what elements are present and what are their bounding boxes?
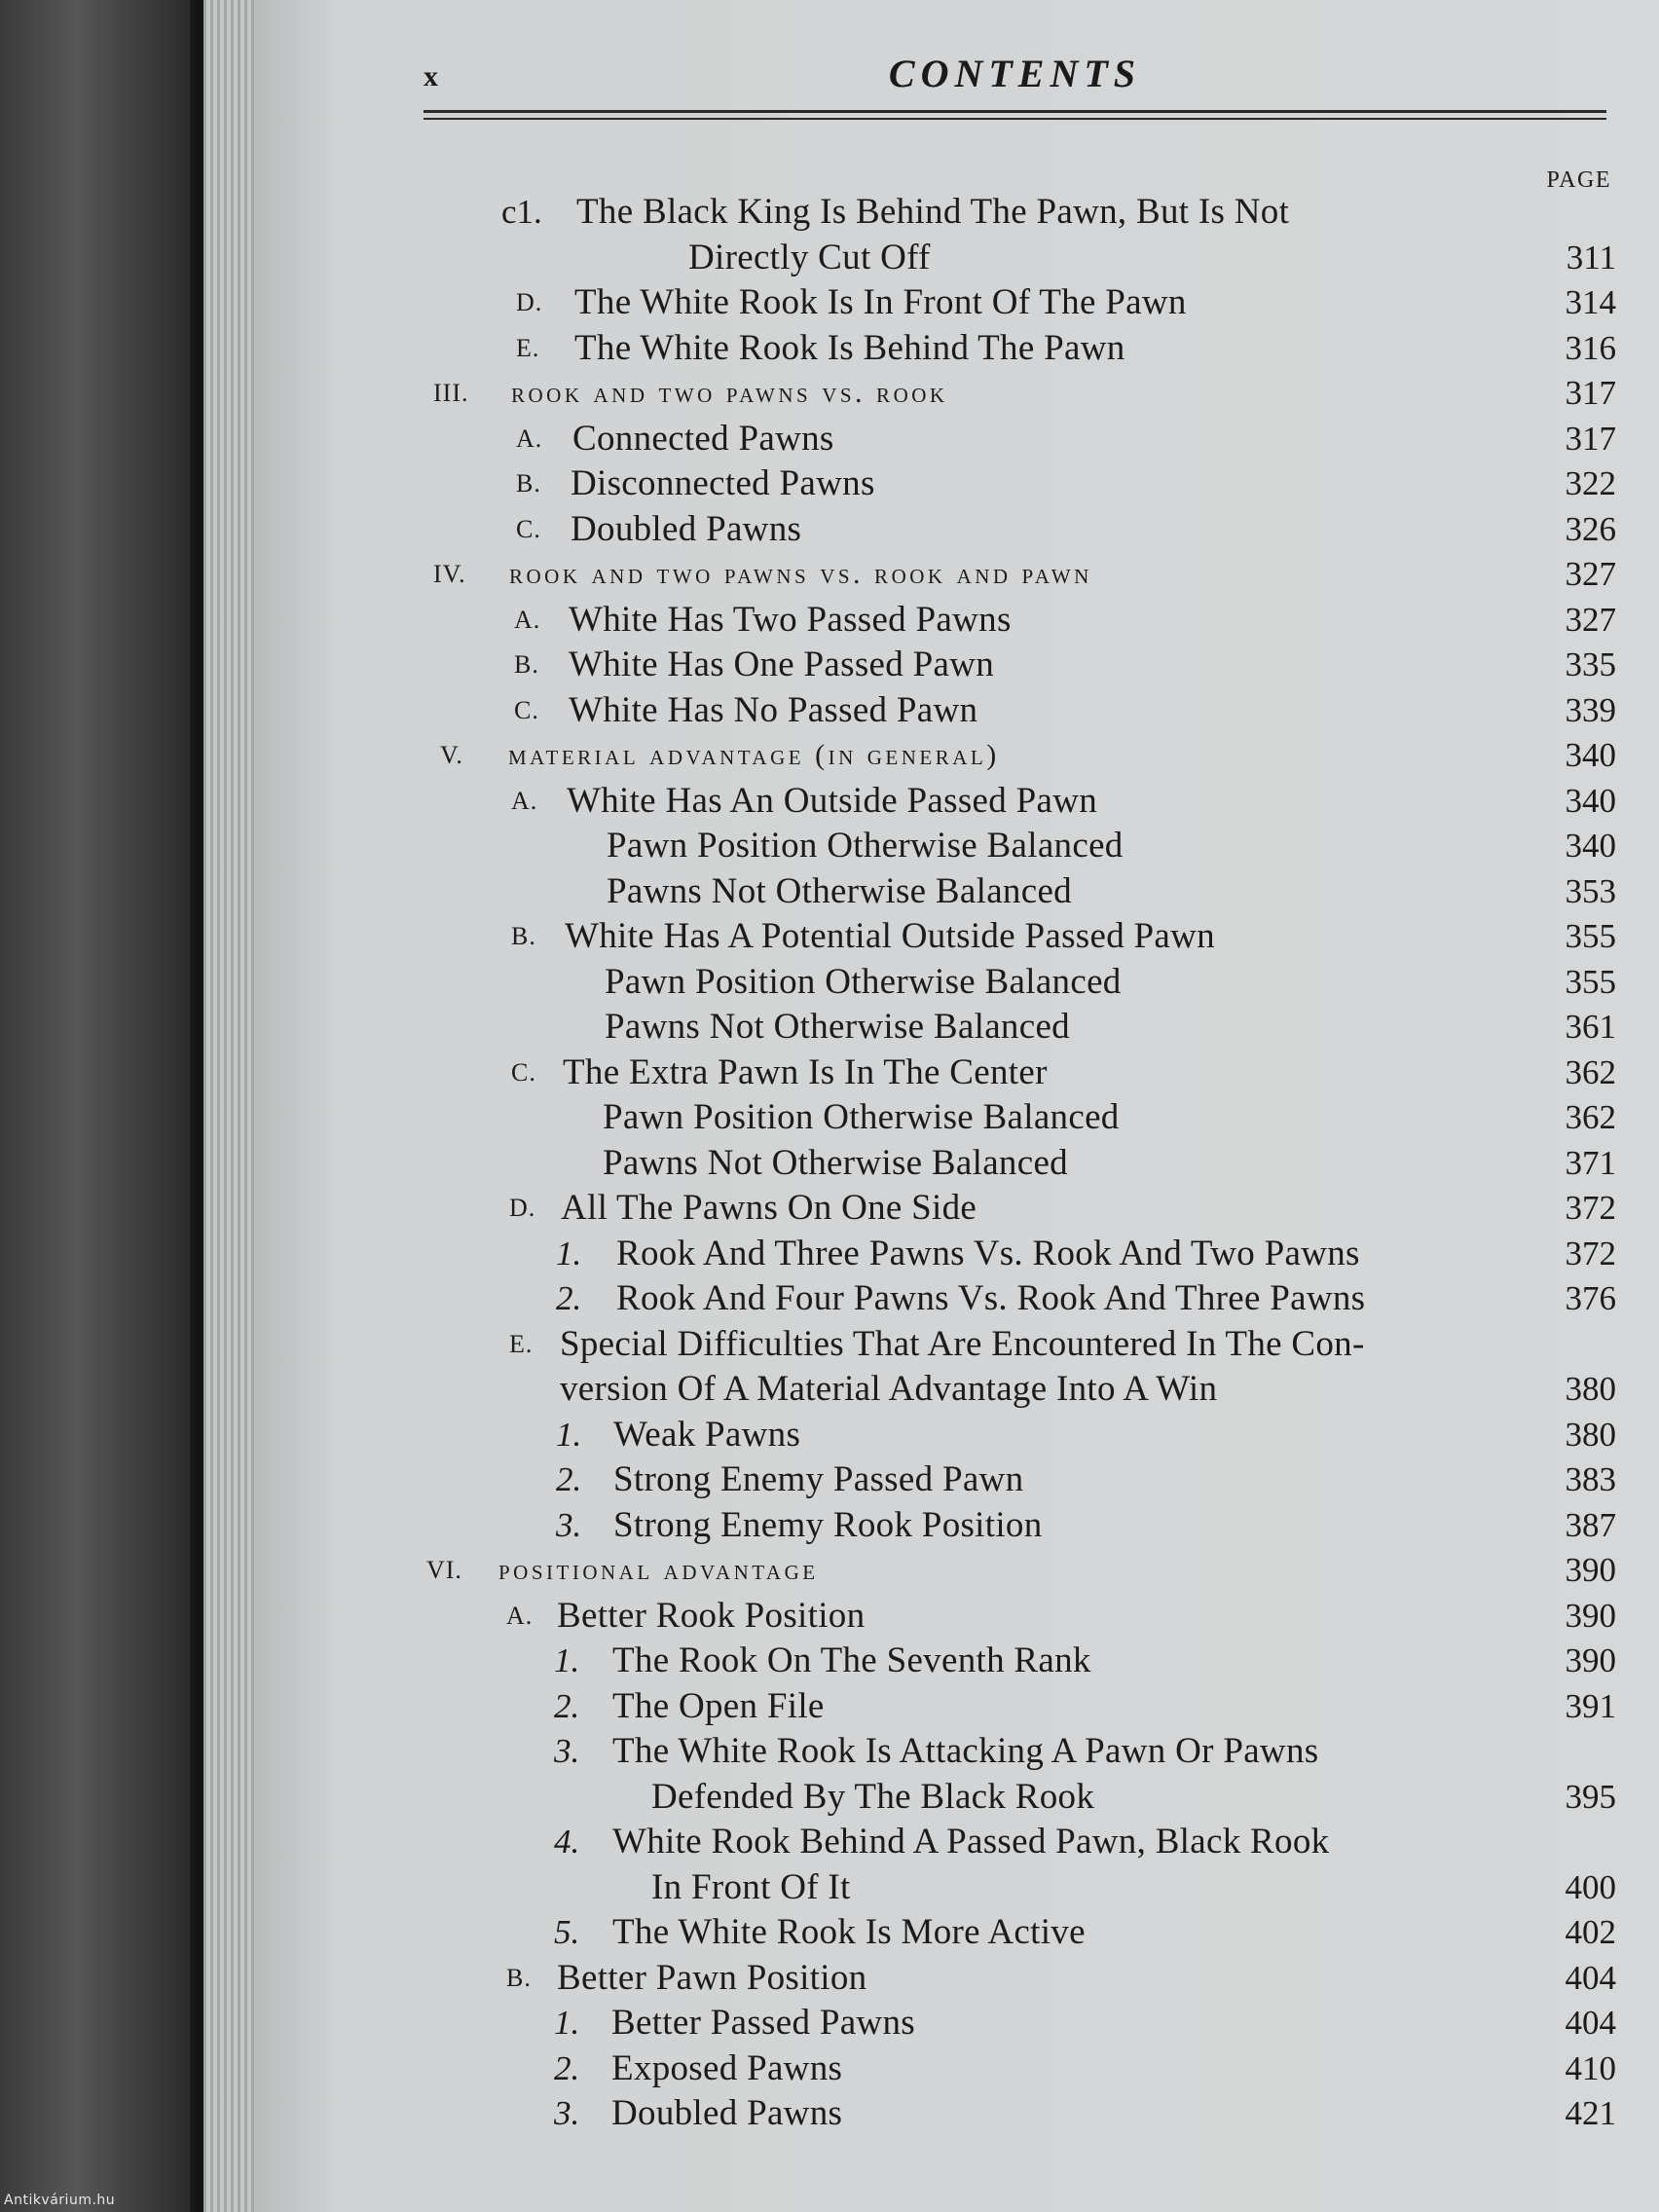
toc-entry-page-number: 322 <box>1565 464 1616 502</box>
toc-entry-page-number: 404 <box>1565 2004 1616 2042</box>
toc-entry-page-number: 395 <box>1565 1777 1616 1816</box>
toc-entry-title <box>612 1729 1318 1820</box>
toc-entry-page-number: 335 <box>1565 645 1616 683</box>
toc-entry-page-number: 314 <box>1565 283 1616 321</box>
toc-entry-title-line: rook and two pawns vs. rook <box>511 377 948 409</box>
header-rule-thick <box>424 110 1606 113</box>
toc-entry-page-number: 421 <box>1565 2094 1616 2132</box>
toc-entry-page-number: 355 <box>1565 917 1616 955</box>
toc-entry[interactable] <box>419 824 1616 869</box>
toc-entry-title <box>571 507 801 553</box>
toc-entry-page-number: 317 <box>1565 419 1616 458</box>
toc-entry-marker: B. <box>516 469 541 498</box>
toc-entry[interactable] <box>419 1186 1616 1232</box>
toc-entry[interactable] <box>419 688 1616 734</box>
toc-entry-marker: B. <box>511 922 536 950</box>
toc-entry[interactable] <box>419 914 1616 960</box>
toc-entry-marker: 1. <box>556 1234 582 1272</box>
toc-entry-page-number: 383 <box>1565 1460 1616 1498</box>
toc-entry-title-line: Rook And Three Pawns Vs. Rook And Two Pawns <box>616 1233 1360 1273</box>
toc-entry-title <box>607 869 1072 915</box>
toc-entry-title <box>569 643 994 688</box>
toc-entry-marker: c1. <box>501 193 542 231</box>
toc-entry-title-line: Doubled Pawns <box>571 508 802 549</box>
toc-entry-title <box>605 1005 1070 1051</box>
toc-entry-title-line: rook and two pawns vs. rook and pawn <box>509 558 1092 590</box>
toc-entry-title <box>561 1186 977 1232</box>
toc-entry-marker: V. <box>440 741 463 769</box>
toc-entry[interactable] <box>419 1956 1616 2002</box>
toc-entry[interactable] <box>419 1820 1616 1910</box>
toc-entry-page-number: 380 <box>1565 1370 1616 1408</box>
toc-entry-marker: D. <box>516 288 543 316</box>
toc-entry[interactable] <box>419 417 1616 462</box>
toc-entry-marker: 1. <box>554 2004 580 2042</box>
toc-entry-title-line: The Black King Is Behind The Pawn, But Is Not <box>576 192 1290 232</box>
toc-entry-marker: 2. <box>556 1279 582 1317</box>
toc-entry-title-line: White Has No Passed Pawn <box>569 689 978 730</box>
toc-entry[interactable] <box>419 960 1616 1006</box>
toc-entry-title-line: Pawns Not Otherwise Balanced <box>605 1007 1070 1047</box>
toc-entry-title-line: Better Pawn Position <box>557 1957 867 1998</box>
toc-entry[interactable] <box>419 1095 1616 1141</box>
table-of-contents <box>419 190 1616 2137</box>
toc-entry-title-line: The White Rook Is Attacking A Pawn Or Pawns <box>612 1731 1319 1771</box>
toc-entry[interactable] <box>419 1051 1616 1096</box>
toc-entry-page-number: 390 <box>1565 1596 1616 1635</box>
toc-entry-marker: A. <box>514 605 541 634</box>
toc-entry-page-number: 390 <box>1565 1551 1616 1589</box>
header-rule-thin <box>424 118 1606 120</box>
toc-entry-title-line: Pawn Position Otherwise Balanced <box>607 826 1124 866</box>
toc-entry[interactable] <box>419 643 1616 688</box>
toc-entry-marker: E. <box>516 333 540 362</box>
toc-entry-title <box>565 914 1215 960</box>
toc-entry-page-number: 317 <box>1565 374 1616 412</box>
toc-entry-page-number: 353 <box>1565 871 1616 910</box>
book-binding <box>0 0 190 2212</box>
toc-entry-title-line: Disconnected Pawns <box>571 463 875 503</box>
toc-entry-title-line: In Front Of It <box>651 1866 851 1907</box>
toc-entry-marker: 3. <box>554 1732 580 1770</box>
toc-entry-title <box>612 1639 1091 1684</box>
toc-entry[interactable] <box>419 1457 1616 1503</box>
toc-entry-page-number: 362 <box>1565 1052 1616 1091</box>
toc-entry-page-number: 372 <box>1565 1189 1616 1227</box>
toc-entry-marker: B. <box>514 650 539 679</box>
toc-entry[interactable] <box>419 869 1616 915</box>
toc-entry[interactable] <box>419 1413 1616 1458</box>
toc-entry-marker: IV. <box>433 560 466 588</box>
toc-entry-page-number: 340 <box>1565 781 1616 820</box>
toc-entry[interactable] <box>419 326 1616 372</box>
toc-entry-title <box>567 779 1097 825</box>
toc-entry-page-number: 390 <box>1565 1641 1616 1679</box>
toc-entry-title <box>574 326 1125 372</box>
toc-entry-title-line: White Has An Outside Passed Pawn <box>567 780 1098 821</box>
toc-entry-title-line: Rook And Four Pawns Vs. Rook And Three Pawns <box>616 1278 1366 1318</box>
toc-entry-title-line: The Open File <box>612 1685 825 1726</box>
toc-entry-title <box>572 417 834 462</box>
page-column-label: PAGE <box>1546 167 1611 193</box>
toc-entry[interactable] <box>419 1141 1616 1187</box>
toc-entry-title-line: White Has A Potential Outside Passed Pawn <box>565 916 1215 956</box>
toc-entry[interactable] <box>419 1639 1616 1684</box>
toc-entry-title-line: material advantage (in general) <box>508 739 1000 771</box>
toc-entry[interactable] <box>419 461 1616 507</box>
toc-entry-title <box>511 371 948 417</box>
toc-entry[interactable] <box>419 1910 1616 1956</box>
toc-entry-page-number: 372 <box>1565 1234 1616 1272</box>
toc-entry-marker: VI. <box>426 1556 462 1584</box>
toc-entry-page-number: 376 <box>1565 1279 1616 1317</box>
toc-entry[interactable] <box>419 507 1616 553</box>
toc-entry-title <box>574 280 1187 326</box>
toc-entry-title <box>563 1051 1048 1096</box>
toc-entry-marker: C. <box>511 1057 536 1087</box>
toc-entry-title <box>612 1684 825 1730</box>
toc-entry[interactable] <box>419 1232 1616 1277</box>
toc-entry-title-line: The Extra Pawn Is In The Center <box>563 1051 1048 1092</box>
toc-entry-title <box>605 960 1122 1006</box>
toc-entry-title-line: Defended By The Black Rook <box>651 1776 1095 1817</box>
toc-entry-marker: 2. <box>554 2048 580 2087</box>
toc-entry-title-line: Special Difficulties That Are Encountered In The Con- <box>560 1323 1365 1364</box>
toc-entry-page-number: 387 <box>1565 1505 1616 1544</box>
toc-entry-title <box>576 190 1289 280</box>
binding-edge <box>190 0 203 2212</box>
toc-entry-title <box>569 598 1012 644</box>
toc-entry-title-line: White Has One Passed Pawn <box>569 645 995 684</box>
toc-entry-title-line: Pawns Not Otherwise Balanced <box>607 870 1072 911</box>
toc-entry-marker: 5. <box>554 1913 580 1951</box>
toc-entry-marker: D. <box>509 1194 536 1222</box>
toc-entry-page-number: 362 <box>1565 1098 1616 1136</box>
toc-entry-page-number: 311 <box>1566 238 1616 276</box>
toc-entry-page-number: 327 <box>1565 555 1616 593</box>
toc-entry-title-line: All The Pawns On One Side <box>561 1188 977 1228</box>
toc-entry-title-line: Strong Enemy Passed Pawn <box>613 1459 1024 1499</box>
toc-entry[interactable] <box>419 1005 1616 1051</box>
toc-entry-page-number: 380 <box>1565 1415 1616 1454</box>
toc-entry-marker: A. <box>511 786 538 815</box>
toc-entry-title <box>560 1322 1365 1413</box>
toc-entry-marker: 3. <box>554 2094 580 2132</box>
toc-entry-title <box>616 1232 1360 1277</box>
toc-entry-marker: E. <box>509 1329 534 1358</box>
toc-entry[interactable] <box>419 2091 1616 2137</box>
toc-entry-title-line: Weak Pawns <box>613 1414 801 1455</box>
toc-entry-title <box>557 1594 865 1640</box>
toc-entry-title <box>613 1413 800 1458</box>
toc-entry-title-line: White Rook Behind A Passed Pawn, Black Rook <box>612 1822 1330 1862</box>
page-edges <box>203 0 254 2212</box>
toc-entry-page-number: 400 <box>1565 1867 1616 1906</box>
toc-entry-title <box>611 2046 842 2092</box>
toc-entry-title <box>571 461 875 507</box>
toc-entry-marker: 2. <box>556 1460 582 1498</box>
toc-entry-title-line: Strong Enemy Rook Position <box>613 1504 1043 1545</box>
toc-entry-marker: 1. <box>554 1641 580 1679</box>
toc-entry-page-number: 371 <box>1565 1143 1616 1182</box>
toc-entry-title <box>498 1548 819 1594</box>
toc-entry-marker: C. <box>514 695 539 724</box>
toc-entry-title-line: version Of A Material Advantage Into A Win <box>560 1369 1218 1409</box>
toc-entry-title-line: The Rook On The Seventh Rank <box>612 1641 1091 1680</box>
toc-entry-page-number: 404 <box>1565 1958 1616 1997</box>
running-title: CONTENTS <box>888 52 1142 95</box>
toc-entry[interactable] <box>419 2001 1616 2046</box>
toc-entry[interactable] <box>419 1594 1616 1640</box>
toc-entry-title-line: The White Rook Is In Front Of The Pawn <box>574 282 1187 322</box>
toc-entry-page-number: 316 <box>1565 328 1616 367</box>
toc-entry-title-line: Connected Pawns <box>572 418 834 459</box>
toc-entry-title <box>611 2091 842 2137</box>
toc-entry-title-line: Better Passed Pawns <box>611 2003 915 2043</box>
toc-entry-title-line: Better Rook Position <box>557 1595 866 1636</box>
toc-entry-title <box>613 1503 1043 1549</box>
toc-entry-marker: C. <box>516 514 541 543</box>
toc-entry-page-number: 326 <box>1565 509 1616 548</box>
toc-entry-title-line: positional advantage <box>498 1554 819 1586</box>
toc-entry[interactable] <box>419 1322 1616 1413</box>
toc-entry-title-line: Directly Cut Off <box>688 237 931 277</box>
toc-entry[interactable] <box>419 371 1616 417</box>
toc-entry-title <box>611 2001 915 2046</box>
toc-entry[interactable] <box>419 779 1616 825</box>
toc-entry-page-number: 391 <box>1565 1686 1616 1725</box>
watermark: Antikvárium.hu <box>4 2193 116 2208</box>
toc-entry-page-number: 340 <box>1565 736 1616 774</box>
toc-entry[interactable] <box>419 1503 1616 1549</box>
toc-entry-title-line: White Has Two Passed Pawns <box>569 599 1012 640</box>
toc-entry-title <box>607 824 1124 869</box>
toc-entry-page-number: 402 <box>1565 1913 1616 1951</box>
page-header <box>424 51 1606 109</box>
toc-entry-marker: 3. <box>556 1505 582 1544</box>
toc-entry[interactable] <box>419 190 1616 280</box>
toc-entry-title-line: Exposed Pawns <box>611 2047 843 2088</box>
toc-entry-title <box>569 688 977 734</box>
toc-entry[interactable] <box>419 2046 1616 2092</box>
toc-entry-title <box>509 552 1092 598</box>
toc-entry-page-number: 410 <box>1565 2048 1616 2087</box>
toc-entry[interactable] <box>419 733 1616 779</box>
toc-entry-page-number: 355 <box>1565 962 1616 1001</box>
toc-entry-marker: 2. <box>554 1686 580 1725</box>
toc-entry-page-number: 361 <box>1565 1008 1616 1046</box>
toc-entry-marker: III. <box>433 379 469 407</box>
toc-entry-title-line: Doubled Pawns <box>611 2093 843 2133</box>
toc-entry-page-number: 340 <box>1565 827 1616 865</box>
toc-entry[interactable] <box>419 1548 1616 1594</box>
toc-entry[interactable] <box>419 1729 1616 1820</box>
toc-entry-title-line: Pawn Position Otherwise Balanced <box>603 1097 1120 1137</box>
toc-entry-marker: B. <box>506 1963 532 1992</box>
page-folio: x <box>424 60 438 92</box>
toc-entry-title <box>603 1095 1120 1141</box>
toc-entry-title-line: The White Rook Is Behind The Pawn <box>574 327 1125 368</box>
toc-entry-title <box>557 1956 866 2002</box>
toc-entry-title <box>612 1910 1086 1956</box>
toc-entry-marker: 4. <box>554 1823 580 1861</box>
toc-entry-title <box>603 1141 1068 1187</box>
toc-entry-title-line: Pawns Not Otherwise Balanced <box>603 1142 1068 1183</box>
toc-entry[interactable] <box>419 598 1616 644</box>
toc-entry-title <box>616 1276 1365 1322</box>
toc-entry-title-line: The White Rook Is More Active <box>612 1912 1086 1952</box>
toc-entry-marker: A. <box>516 424 543 453</box>
toc-entry-title <box>612 1820 1329 1910</box>
toc-entry[interactable] <box>419 552 1616 598</box>
toc-entry-marker: 1. <box>556 1415 582 1454</box>
toc-entry-title <box>508 733 1000 779</box>
toc-entry[interactable] <box>419 1276 1616 1322</box>
toc-entry-page-number: 339 <box>1565 690 1616 729</box>
toc-entry-title-line: Pawn Position Otherwise Balanced <box>605 961 1122 1002</box>
toc-entry[interactable] <box>419 280 1616 326</box>
toc-entry-marker: A. <box>506 1601 534 1630</box>
toc-entry[interactable] <box>419 1684 1616 1730</box>
toc-entry-title <box>613 1457 1023 1503</box>
toc-entry-page-number: 327 <box>1565 600 1616 639</box>
